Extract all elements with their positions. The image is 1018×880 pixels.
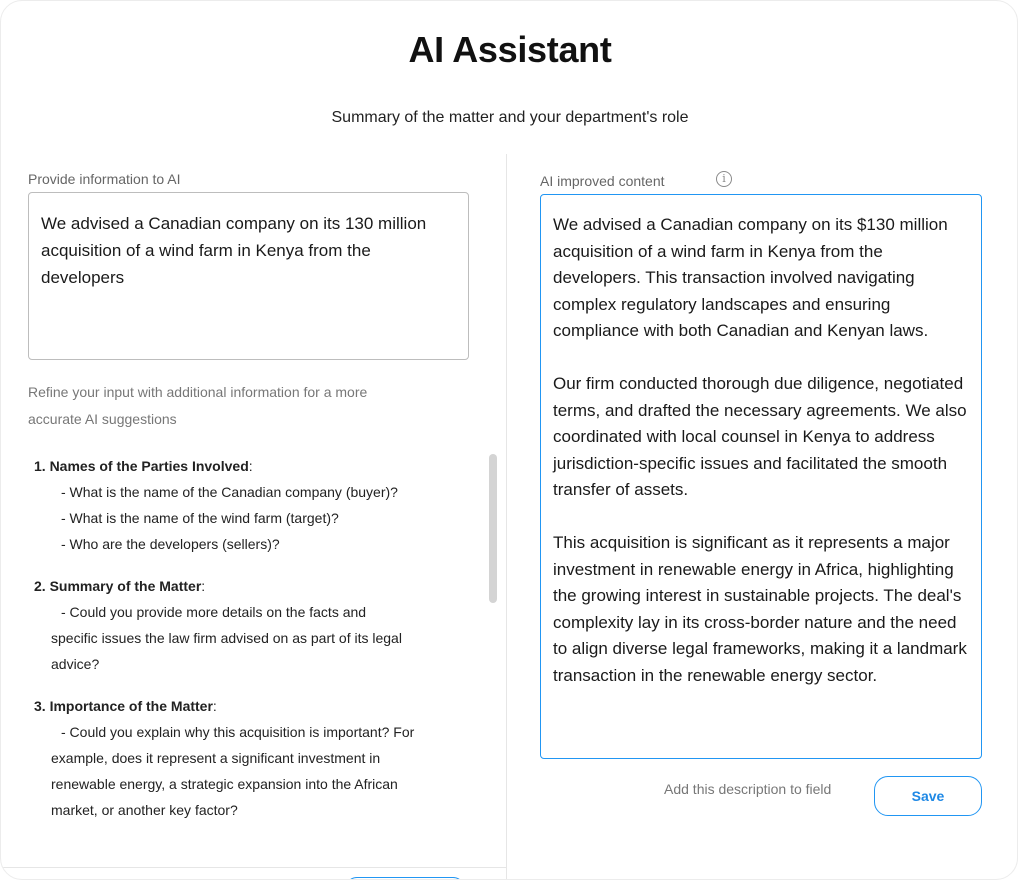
question-line: - Could you provide more details on the facts and [61, 604, 367, 620]
question-line: - Who are the developers (sellers)? [61, 536, 280, 552]
question-line: example, does it represent a significant investment in [51, 750, 381, 766]
question-line: - What is the name of the wind farm (target)? [61, 510, 339, 526]
footer-divider [1, 867, 506, 868]
refine-hint [28, 379, 468, 433]
questions-list [34, 453, 474, 823]
question-line: - Could you explain why this acquisition is important? For [61, 724, 415, 740]
question-item [34, 693, 474, 823]
add-description-label: Add this description to field [664, 781, 832, 797]
questions-scrollbar[interactable] [489, 454, 497, 603]
ai-improved-content-field[interactable] [540, 194, 982, 759]
question-line: renewable energy, a strategic expansion into the African [51, 776, 398, 792]
page-title: AI Assistant [408, 29, 612, 70]
question-item [34, 453, 474, 557]
question-title: 1. Names of the Parties Involved: [34, 458, 253, 474]
refine-hint-line: Refine your input with additional information for a more [28, 384, 368, 400]
column-divider [506, 154, 507, 880]
question-item [34, 573, 474, 677]
question-line: specific issues the law firm advised on as part of its legal [51, 630, 402, 646]
info-icon[interactable]: i [716, 171, 732, 187]
save-button[interactable]: Save [874, 776, 982, 816]
content-paragraph: We advised a Canadian company on its $130 million acquisition of a wind farm in Kenya from the developers. This transaction involved navigating complex regulatory landscapes and ensuring compliance with both Canadian and Kenyan laws. [553, 215, 948, 340]
question-title: 3. Importance of the Matter: [34, 698, 217, 714]
page-subtitle: Summary of the matter and your department's role [331, 109, 689, 126]
question-title: 2. Summary of the Matter: [34, 578, 206, 594]
content-paragraph: This acquisition is significant as it represents a major investment in renewable energy in Africa, highlighting the growing interest in sustainable projects. The deal's complexity lay in its cross-border nature and the need to align diverse legal frameworks, making it a landmark transaction in the renewable energy sector. [553, 533, 967, 685]
content-paragraph: Our firm conducted thorough due diligence, negotiated terms, and drafted the necessary agreements. We also coordinated with local counsel in Kenya to address jurisdiction-specific issues and facilitated the smooth transfer of assets. [553, 374, 967, 499]
refine-hint-line: accurate AI suggestions [28, 411, 177, 427]
question-line: advice? [51, 656, 100, 672]
question-line: - What is the name of the Canadian company (buyer)? [61, 484, 398, 500]
input-label: Provide information to AI [28, 171, 181, 187]
ai-input-field[interactable]: We advised a Canadian company on its 130 million acquisition of a wind farm in Kenya from the developers [28, 192, 469, 360]
question-line: market, or another key factor? [51, 802, 238, 818]
output-label: AI improved content [540, 173, 665, 189]
